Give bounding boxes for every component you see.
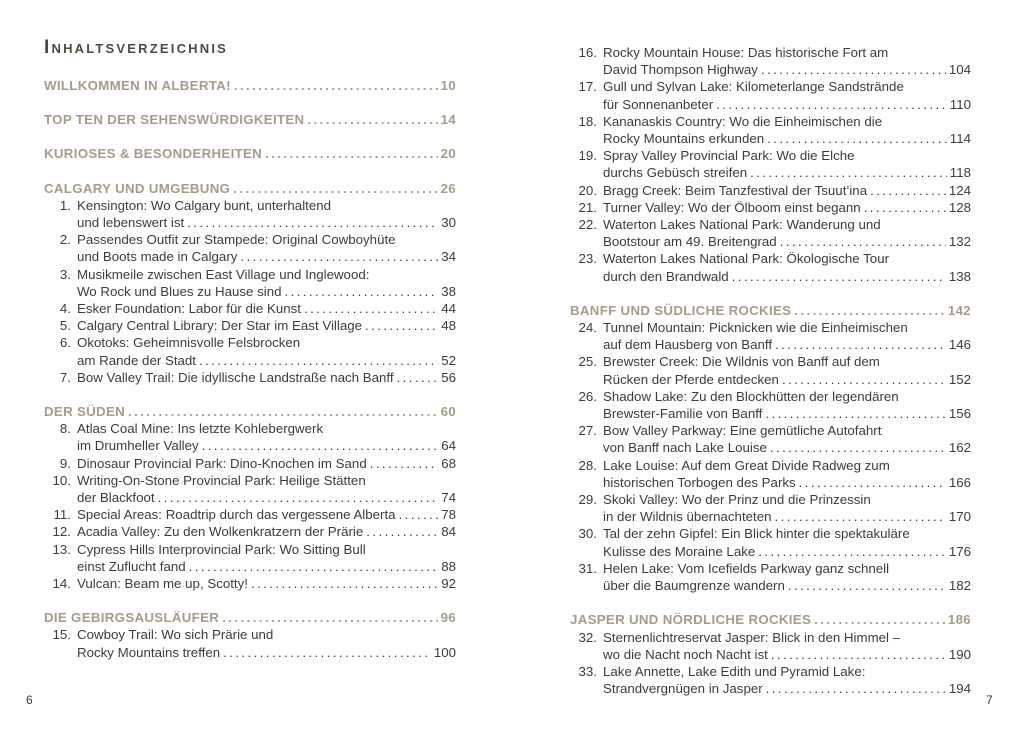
- entry-body: [603, 353, 971, 387]
- entry-last-line: [603, 439, 971, 456]
- entry-text: Brewster-Familie von Banff: [603, 406, 763, 422]
- entry-last-line: [603, 130, 971, 147]
- entry-page-number: 68: [441, 455, 456, 471]
- entry-text-line: Shadow Lake: Zu den Blockhütten der legendären: [603, 388, 899, 404]
- entry-text: und lebenswert ist: [77, 215, 185, 231]
- dot-leader: [202, 437, 439, 454]
- entry-number: 29.: [578, 492, 597, 508]
- section-heading-label: DER SÜDEN: [44, 404, 126, 420]
- section-page-number: 20: [440, 146, 456, 162]
- dot-leader: [285, 283, 439, 300]
- toc-entry: [44, 334, 456, 368]
- dot-leader: [761, 61, 946, 78]
- entry-number: 18.: [578, 113, 597, 129]
- entry-text-line: Musikmeile zwischen East Village und Inglewood:: [77, 266, 370, 282]
- entry-text-line: Skoki Valley: Wo der Prinz und die Prinzessin: [603, 492, 871, 508]
- toc-entry: [570, 319, 971, 353]
- entry-text: und Boots made in Calgary: [77, 249, 238, 265]
- entry-last-line: [77, 506, 456, 523]
- dot-leader: [366, 523, 438, 540]
- entry-number: 24.: [578, 320, 597, 336]
- toc-entry: [44, 455, 456, 472]
- section-page-number: 60: [440, 404, 456, 420]
- dot-leader: [397, 369, 439, 386]
- entry-last-line: [77, 300, 456, 317]
- entry-number: 23.: [578, 251, 597, 267]
- toc-entry: [44, 369, 456, 386]
- entry-page-number: 118: [949, 165, 971, 181]
- entry-text: Rücken der Pferde entdecken: [603, 371, 779, 387]
- entry-body: [603, 525, 971, 559]
- dot-leader: [233, 180, 437, 197]
- entry-last-line: [603, 182, 971, 199]
- entry-number: 2.: [59, 232, 71, 248]
- dot-leader: [814, 611, 945, 628]
- entry-last-line: [77, 214, 456, 231]
- entry-body: [603, 78, 971, 112]
- entry-number: 28.: [578, 457, 597, 473]
- entry-text: historischen Torbogen des Parks: [603, 474, 796, 490]
- toc-entry: [570, 491, 971, 525]
- section-page-number: 96: [440, 610, 456, 626]
- folio-page-number-right: 7: [986, 693, 993, 707]
- dot-leader: [732, 268, 946, 285]
- entry-text-line: Cowboy Trail: Wo sich Prärie und: [77, 627, 274, 643]
- dot-leader: [767, 130, 947, 147]
- entry-last-line: [77, 317, 456, 334]
- section-heading-label: TOP TEN DER SEHENSWÜRDIGKEITEN: [44, 112, 305, 128]
- entry-number: 30.: [578, 526, 597, 542]
- entry-text-line: Rocky Mountain House: Das historische Fort am: [603, 45, 889, 60]
- entry-number: 1.: [59, 197, 71, 213]
- entry-last-line: [603, 96, 971, 113]
- section-heading-label: BANFF UND SÜDLICHE ROCKIES: [570, 302, 792, 318]
- entry-last-line: [77, 352, 456, 369]
- toc-right-page: [570, 44, 971, 697]
- entry-number: 25.: [578, 354, 597, 370]
- entry-page-number: 100: [433, 644, 456, 660]
- toc-column-left: [44, 77, 456, 661]
- dot-leader: [775, 508, 946, 525]
- dot-leader: [222, 609, 437, 626]
- entry-body: [603, 44, 971, 78]
- toc-entry: [570, 663, 971, 697]
- entry-text: Turner Valley: Wo der Ölboom einst begann: [603, 199, 861, 215]
- dot-leader: [765, 405, 945, 422]
- dot-leader: [864, 199, 946, 216]
- toc-entry: [44, 231, 456, 265]
- section-heading: [570, 611, 971, 628]
- entry-last-line: [603, 474, 971, 491]
- entry-number: 21.: [578, 199, 597, 215]
- entry-body: [603, 250, 971, 284]
- entry-last-line: [77, 248, 456, 265]
- section-heading: [570, 302, 971, 319]
- entry-text: Acadia Valley: Zu den Wolkenkratzern der Prärie: [77, 524, 364, 540]
- dot-leader: [304, 300, 438, 317]
- entry-text: einst Zuflucht fand: [77, 558, 186, 574]
- entry-page-number: 114: [949, 131, 971, 147]
- entry-page-number: 48: [441, 318, 456, 334]
- toc-entry: [570, 147, 971, 181]
- dot-leader: [128, 403, 438, 420]
- page-title: Inhaltsverzeichnis: [44, 37, 229, 58]
- section-heading: [44, 77, 456, 94]
- dot-leader: [199, 352, 438, 369]
- dot-leader: [189, 558, 439, 575]
- toc-entry: [44, 506, 456, 523]
- section-heading: [44, 145, 456, 162]
- entry-last-line: [603, 61, 971, 78]
- toc-entry: [570, 113, 971, 147]
- entry-body: [603, 182, 971, 199]
- entry-page-number: 138: [948, 268, 971, 284]
- dot-leader: [365, 317, 438, 334]
- entry-text-line: Lake Louise: Auf dem Great Divide Radweg zum: [603, 457, 890, 473]
- entry-text-line: Gull und Sylvan Lake: Kilometerlange Sandstrände: [603, 79, 904, 95]
- entry-body: [603, 147, 971, 181]
- entry-number: 12.: [52, 524, 71, 540]
- entry-last-line: [603, 233, 971, 250]
- entry-number: 6.: [59, 335, 71, 351]
- entry-last-line: [603, 336, 971, 353]
- toc-entry: [570, 353, 971, 387]
- entry-number: 15.: [52, 627, 71, 643]
- entry-text: der Blackfoot: [77, 490, 155, 506]
- entry-body: [603, 216, 971, 250]
- entry-last-line: [603, 646, 971, 663]
- toc-entry: [570, 44, 971, 78]
- entry-page-number: 88: [441, 558, 456, 574]
- toc-entry: [570, 422, 971, 456]
- dot-leader: [223, 644, 431, 661]
- entry-text: am Rande der Stadt: [77, 352, 197, 368]
- toc-entry: [44, 420, 456, 454]
- entry-page-number: 124: [948, 182, 971, 198]
- toc-entry: [570, 250, 971, 284]
- toc-entry: [44, 266, 456, 300]
- entry-last-line: [77, 455, 456, 472]
- entry-body: [77, 266, 456, 300]
- dot-leader: [782, 371, 946, 388]
- entry-page-number: 190: [948, 646, 971, 662]
- entry-page-number: 176: [948, 543, 971, 559]
- entry-number: 31.: [578, 560, 597, 576]
- dot-leader: [870, 182, 946, 199]
- entry-number: 13.: [52, 541, 71, 557]
- dot-leader: [399, 506, 439, 523]
- entry-last-line: [77, 575, 456, 592]
- section-heading-label: JASPER UND NÖRDLICHE ROCKIES: [570, 612, 812, 628]
- entry-text: durch den Brandwald: [603, 268, 729, 284]
- section-heading: [44, 180, 456, 197]
- entry-page-number: 152: [948, 371, 971, 387]
- entry-body: [603, 663, 971, 697]
- entry-page-number: 132: [948, 234, 971, 250]
- entry-last-line: [77, 437, 456, 454]
- entry-text: von Banff nach Lake Louise: [603, 440, 767, 456]
- entry-body: [77, 455, 456, 472]
- entry-number: 11.: [53, 507, 71, 523]
- toc-entry: [44, 541, 456, 575]
- entry-number: 19.: [578, 148, 597, 164]
- entry-page-number: 38: [441, 283, 456, 299]
- dot-leader: [265, 145, 438, 162]
- entry-text: auf dem Hausberg von Banff: [603, 337, 773, 353]
- entry-last-line: [603, 199, 971, 216]
- dot-leader: [758, 543, 946, 560]
- entry-text: Wo Rock und Blues zu Hause sind: [77, 283, 282, 299]
- dot-leader: [770, 439, 946, 456]
- entry-body: [603, 560, 971, 594]
- entry-page-number: 30: [441, 215, 456, 231]
- entry-number: 22.: [578, 217, 597, 233]
- toc-entry: [44, 197, 456, 231]
- entry-text: durchs Gebüsch streifen: [603, 165, 748, 181]
- entry-text-line: Atlas Coal Mine: Ins letzte Kohlebergwerk: [77, 421, 324, 437]
- entry-page-number: 52: [441, 352, 456, 368]
- entry-page-number: 34: [441, 249, 456, 265]
- entry-text: Kulisse des Moraine Lake: [603, 543, 756, 559]
- entry-last-line: [603, 508, 971, 525]
- entry-text: in der Wildnis übernachteten: [603, 509, 772, 525]
- toc-entry: [570, 560, 971, 594]
- section-heading-label: DIE GEBIRGSAUSLÄUFER: [44, 610, 220, 626]
- toc-entry: [570, 199, 971, 216]
- entry-page-number: 56: [441, 369, 456, 385]
- dot-leader: [158, 489, 439, 506]
- entry-body: [603, 491, 971, 525]
- entry-number: 33.: [578, 663, 597, 679]
- dot-leader: [794, 302, 945, 319]
- toc-entry: [570, 78, 971, 112]
- entry-body: [603, 319, 971, 353]
- entry-last-line: [77, 558, 456, 575]
- entry-text: Special Areas: Roadtrip durch das vergessene Alberta: [77, 507, 396, 523]
- entry-text: Bragg Creek: Beim Tanzfestival der Tsuut’ina: [603, 182, 868, 198]
- entry-text-line: Lake Annette, Lake Edith und Pyramid Lake:: [603, 663, 866, 679]
- entry-page-number: 170: [948, 509, 971, 525]
- entry-text-line: Helen Lake: Vom Icefields Parkway ganz schnell: [603, 560, 890, 576]
- dot-leader: [750, 164, 947, 181]
- entry-body: [77, 506, 456, 523]
- entry-number: 17.: [578, 79, 597, 95]
- toc-entry: [44, 523, 456, 540]
- entry-body: [77, 626, 456, 660]
- entry-body: [77, 420, 456, 454]
- entry-text: Vulcan: Beam me up, Scotty!: [77, 576, 248, 592]
- entry-page-number: 44: [441, 301, 456, 317]
- entry-text: Calgary Central Library: Der Star im East Village: [77, 318, 363, 334]
- entry-text: Bootstour am 49. Breitengrad: [603, 234, 777, 250]
- entry-number: 10.: [52, 472, 71, 488]
- toc-entry: [570, 525, 971, 559]
- dot-leader: [716, 96, 947, 113]
- entry-text: Rocky Mountains erkunden: [603, 131, 765, 147]
- entry-body: [77, 575, 456, 592]
- entry-text-line: Writing-On-Stone Provincial Park: Heilige Stätten: [77, 472, 366, 488]
- entry-number: 3.: [59, 266, 71, 282]
- entry-text: über die Baumgrenze wandern: [603, 578, 785, 594]
- entry-last-line: [77, 369, 456, 386]
- section-page-number: 142: [947, 302, 971, 318]
- entry-text-line: Spray Valley Provincial Park: Wo die Elche: [603, 148, 855, 164]
- entry-text-line: Okotoks: Geheimnisvolle Felsbrocken: [77, 335, 301, 351]
- section-heading-label: WILLKOMMEN IN ALBERTA!: [44, 78, 231, 93]
- entry-last-line: [77, 283, 456, 300]
- toc-entry: [570, 457, 971, 491]
- dot-leader: [251, 575, 438, 592]
- entry-text-line: Sternenlichtreservat Jasper: Blick in den Himmel –: [603, 629, 901, 645]
- entry-text: Strandvergnügen in Jasper: [603, 681, 763, 697]
- entry-body: [77, 523, 456, 540]
- entry-page-number: 74: [441, 490, 456, 506]
- section-page-number: 26: [440, 180, 456, 196]
- entry-page-number: 104: [948, 62, 971, 78]
- toc-entry: [570, 216, 971, 250]
- dot-leader: [187, 214, 438, 231]
- entry-number: 20.: [578, 182, 597, 198]
- entry-body: [77, 334, 456, 368]
- entry-text: Dinosaur Provincial Park: Dino-Knochen im Sand: [77, 455, 367, 471]
- entry-body: [77, 472, 456, 506]
- section-heading: [44, 609, 456, 626]
- section-page-number: 186: [947, 612, 971, 628]
- dot-leader: [234, 77, 438, 94]
- entry-text-line: Tal der zehn Gipfel: Ein Blick hinter die spektakuläre: [603, 526, 910, 542]
- entry-last-line: [603, 405, 971, 422]
- entry-number: 5.: [59, 318, 71, 334]
- dot-leader: [799, 474, 946, 491]
- section-heading: [44, 403, 456, 420]
- entry-text-line: Passendes Outfit zur Stampede: Original Cowboyhüte: [77, 232, 396, 248]
- entry-last-line: [603, 543, 971, 560]
- entry-number: 26.: [578, 388, 597, 404]
- entry-text: David Thompson Highway: [603, 62, 758, 78]
- entry-number: 8.: [59, 421, 71, 437]
- entry-text: Bow Valley Trail: Die idyllische Landstraße nach Banff: [77, 369, 394, 385]
- entry-body: [603, 113, 971, 147]
- section-page-number: 14: [440, 112, 456, 128]
- toc-entry: [44, 317, 456, 334]
- entry-number: 7.: [59, 369, 71, 385]
- entry-text: für Sonnenanbeter: [603, 96, 714, 112]
- dot-leader: [240, 248, 438, 265]
- entry-body: [77, 369, 456, 386]
- section-heading-label: KURIOSES & BESONDERHEITEN: [44, 146, 263, 162]
- dot-leader: [788, 577, 946, 594]
- entry-page-number: 78: [441, 507, 456, 523]
- entry-body: [77, 197, 456, 231]
- entry-number: 9.: [59, 455, 71, 471]
- entry-text-line: Bow Valley Parkway: Eine gemütliche Autofahrt: [603, 423, 882, 439]
- toc-entry: [44, 472, 456, 506]
- toc-entry: [570, 629, 971, 663]
- entry-last-line: [603, 371, 971, 388]
- entry-page-number: 156: [948, 406, 971, 422]
- entry-page-number: 182: [948, 578, 971, 594]
- entry-page-number: 194: [948, 681, 971, 697]
- entry-page-number: 110: [949, 96, 971, 112]
- entry-page-number: 166: [948, 474, 971, 490]
- entry-last-line: [77, 523, 456, 540]
- entry-page-number: 84: [441, 524, 456, 540]
- entry-body: [603, 199, 971, 216]
- entry-last-line: [603, 680, 971, 697]
- toc-entry: [44, 626, 456, 660]
- entry-page-number: 128: [948, 199, 971, 215]
- dot-leader: [780, 233, 946, 250]
- entry-body: [603, 422, 971, 456]
- entry-number: 4.: [59, 301, 71, 317]
- entry-last-line: [77, 489, 456, 506]
- entry-text-line: Brewster Creek: Die Wildnis von Banff auf dem: [603, 354, 880, 370]
- entry-text-line: Kensington: Wo Calgary bunt, unterhaltend: [77, 197, 332, 213]
- toc-left-page: [44, 36, 456, 661]
- entry-body: [77, 300, 456, 317]
- entry-last-line: [603, 577, 971, 594]
- entry-text-line: Cypress Hills Interprovincial Park: Wo Sitting Bull: [77, 541, 366, 557]
- entry-text: Rocky Mountains treffen: [77, 644, 221, 660]
- toc-entry: [570, 388, 971, 422]
- entry-page-number: 64: [441, 438, 456, 454]
- entry-body: [603, 388, 971, 422]
- entry-body: [603, 629, 971, 663]
- toc-entry: [44, 300, 456, 317]
- entry-body: [77, 231, 456, 265]
- dot-leader: [771, 646, 946, 663]
- section-heading-label: CALGARY UND UMGEBUNG: [44, 180, 231, 196]
- entry-number: 32.: [578, 629, 597, 645]
- entry-page-number: 146: [948, 337, 971, 353]
- entry-body: [77, 541, 456, 575]
- entry-last-line: [77, 644, 456, 661]
- entry-number: 27.: [578, 423, 597, 439]
- toc-column-right: [570, 44, 971, 697]
- entry-body: [603, 457, 971, 491]
- entry-page-number: 162: [948, 440, 971, 456]
- folio-page-number-left: 6: [26, 693, 33, 707]
- dot-leader: [766, 680, 946, 697]
- entry-number: 14.: [52, 576, 71, 592]
- dot-leader: [775, 336, 946, 353]
- dot-leader: [370, 455, 438, 472]
- entry-last-line: [603, 268, 971, 285]
- entry-text-line: Waterton Lakes National Park: Ökologische Tour: [603, 251, 890, 267]
- toc-entry: [44, 575, 456, 592]
- entry-last-line: [603, 164, 971, 181]
- toc-entry: [570, 182, 971, 199]
- entry-body: [77, 317, 456, 334]
- entry-text: im Drumheller Valley: [77, 438, 199, 454]
- dot-leader: [307, 111, 437, 128]
- entry-text-line: Kananaskis Country: Wo die Einheimischen die: [603, 113, 883, 129]
- entry-page-number: 92: [441, 576, 456, 592]
- entry-text-line: Tunnel Mountain: Picknicken wie die Einheimischen: [603, 320, 908, 336]
- entry-text: Esker Foundation: Labor für die Kunst: [77, 301, 301, 317]
- entry-number: 16.: [578, 45, 597, 60]
- section-page-number: 10: [440, 78, 456, 93]
- entry-text-line: Waterton Lakes National Park: Wanderung und: [603, 217, 881, 233]
- section-heading: [44, 111, 456, 128]
- entry-text: wo die Nacht noch Nacht ist: [603, 646, 768, 662]
